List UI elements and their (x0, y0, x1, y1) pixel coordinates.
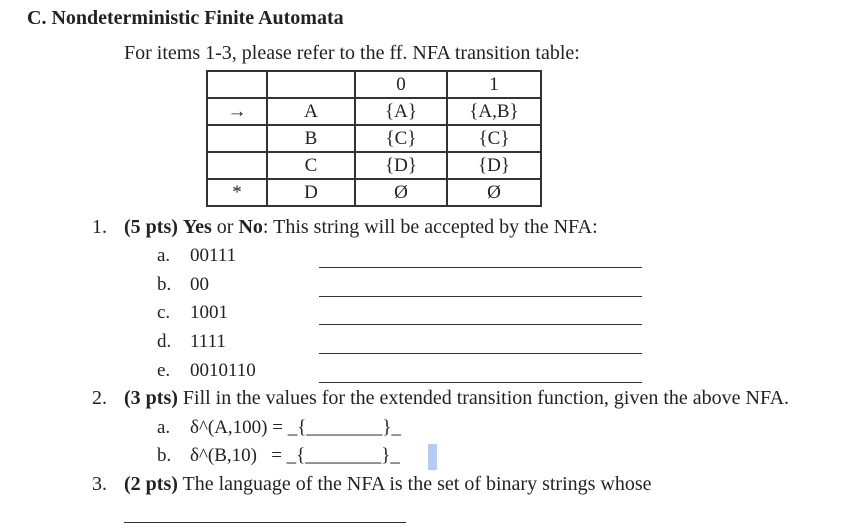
q1d-answer-blank[interactable] (319, 353, 642, 354)
q1-no: No (238, 216, 263, 238)
q1c-letter: c. (157, 302, 171, 323)
table-row (207, 152, 541, 179)
q1-points: (5 pts) (124, 216, 178, 238)
table-header-row (207, 71, 541, 98)
q1d-letter: d. (157, 331, 172, 352)
state-cell: D (267, 179, 355, 206)
transition-cell: {C} (447, 125, 541, 152)
q1e-answer-blank[interactable] (319, 382, 642, 383)
transition-cell: {A} (355, 98, 447, 125)
q3-number: 3. (92, 473, 107, 495)
state-cell: B (267, 125, 355, 152)
q2b-letter: b. (157, 445, 172, 466)
q2-number: 2. (92, 387, 107, 409)
start-state-arrow: → (207, 98, 267, 125)
state-cell: A (267, 98, 355, 125)
q1b-answer-blank[interactable] (319, 296, 642, 297)
q2a-function[interactable]: δ^(A,100) = _{________}_ (190, 417, 401, 438)
q2-rest: Fill in the values for the extended transition function, given the above NFA. (177, 387, 790, 409)
transition-cell: Ø (355, 179, 447, 206)
marker-cell (207, 152, 267, 179)
table-header-cell (207, 71, 267, 98)
q1-or: or (211, 216, 239, 238)
table-header-cell: 1 (447, 71, 541, 98)
table-row (207, 179, 541, 206)
q3-rest: The language of the NFA is the set of binary strings whose (177, 473, 652, 495)
transition-cell: {D} (355, 152, 447, 179)
table-row (207, 98, 541, 125)
q1b-letter: b. (157, 274, 172, 295)
table-header-cell (267, 71, 355, 98)
q1c-answer-blank[interactable] (319, 324, 642, 325)
text-selection-highlight (428, 444, 437, 470)
transition-cell: {A,B} (447, 98, 541, 125)
q3-points: (2 pts) (124, 473, 178, 495)
q2b-function[interactable]: δ^(B,10) = _{________}_ (190, 445, 400, 466)
q2-points: (3 pts) (124, 387, 178, 409)
q2-text (124, 387, 789, 410)
q3-answer-blank[interactable] (124, 522, 406, 523)
q1a-string: 00111 (190, 245, 237, 266)
intro-text: For items 1-3, please refer to the ff. NFA transition table: (124, 42, 580, 64)
table-header-cell: 0 (355, 71, 447, 98)
q1a-answer-blank[interactable] (319, 267, 642, 268)
transition-cell: Ø (447, 179, 541, 206)
q1-text (124, 216, 598, 239)
state-cell: C (267, 152, 355, 179)
accept-state-marker: * (207, 179, 267, 206)
transition-table (206, 70, 542, 207)
marker-cell (207, 125, 267, 152)
table-row (207, 125, 541, 152)
q1d-string: 1111 (190, 331, 226, 352)
q1b-string: 00 (190, 274, 209, 295)
q1e-letter: e. (157, 360, 171, 381)
q3-text (124, 473, 652, 496)
q1a-letter: a. (157, 245, 171, 266)
q1-number: 1. (92, 216, 107, 238)
transition-cell: {D} (447, 152, 541, 179)
q1-rest: : This string will be accepted by the NFA: (262, 216, 598, 238)
q2a-letter: a. (157, 417, 171, 438)
q1c-string: 1001 (190, 302, 228, 323)
transition-cell: {C} (355, 125, 447, 152)
q1e-string: 0010110 (190, 360, 256, 381)
q1-yes: Yes (182, 216, 212, 238)
section-title: C. Nondeterministic Finite Automata (27, 7, 344, 29)
